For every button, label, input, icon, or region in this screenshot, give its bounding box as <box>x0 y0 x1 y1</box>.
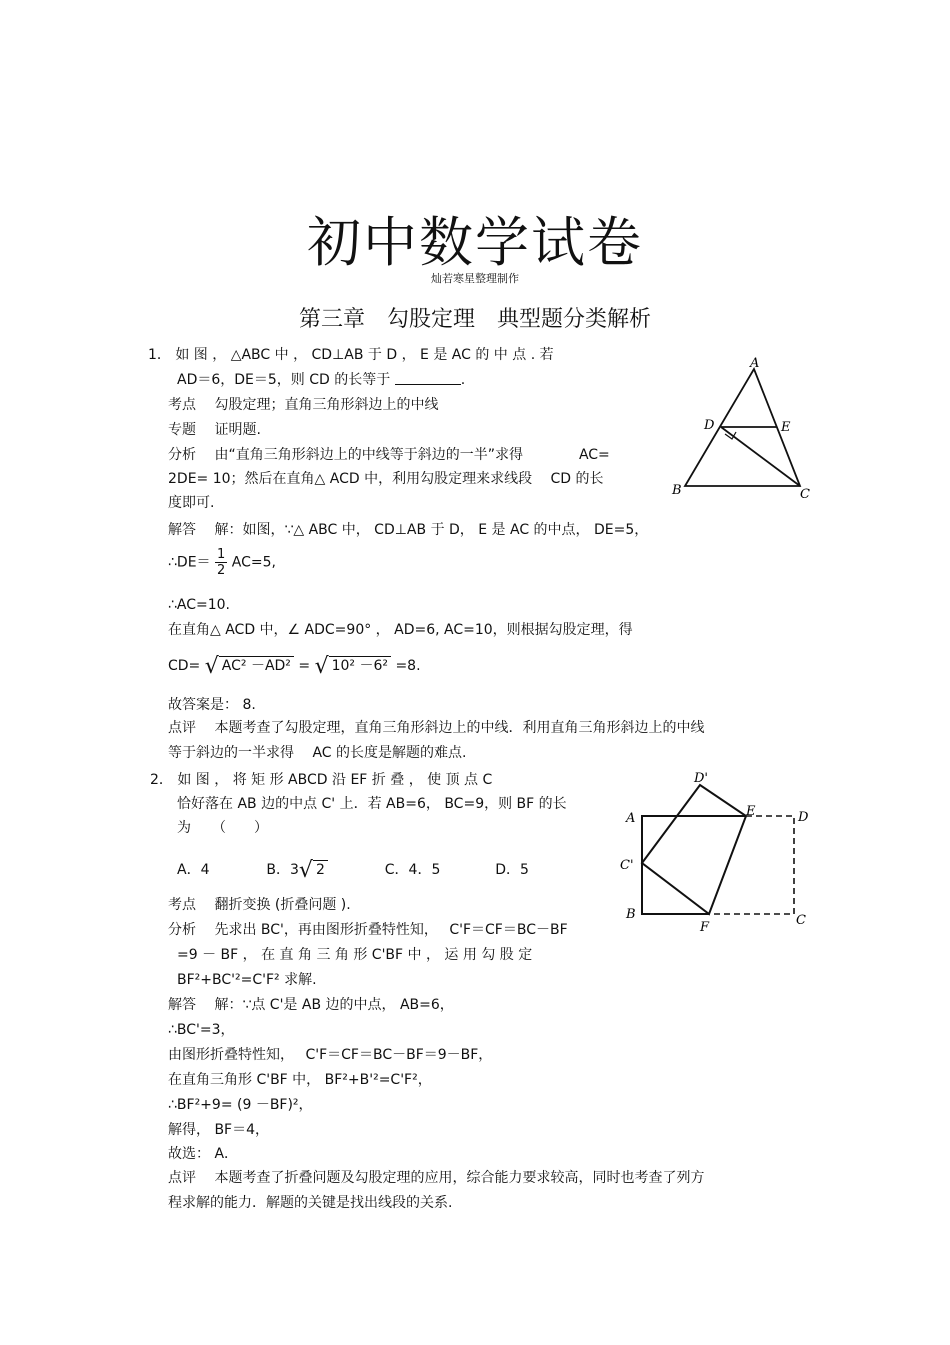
vertex-label-c-prime: C' <box>620 858 634 873</box>
original-position-dashed <box>709 816 794 914</box>
q1-jieda-pre: ∴DE＝ <box>168 554 211 571</box>
q1-fenxi-line3: 度即可. <box>168 495 215 511</box>
q1-fenxi-line1: 分析 由“直角三角形斜边上的中线等于斜边的一半”求得 AC= <box>168 447 610 463</box>
q1-stem-text: AD＝6，DE＝5，则 CD 的长等于 <box>177 372 391 388</box>
q2-stem-line2: 恰好落在 AB 边的中点 C' 上．若 AB=6， BC=9，则 BF 的长 <box>177 796 567 812</box>
q2-stem-line1: 2． 如 图 ， 将 矩 形 ABCD 沿 EF 折 叠 ， 使 顶 点 C <box>150 772 493 788</box>
option-b-coef: B．3 <box>266 862 299 878</box>
vertex-label-d: D <box>798 810 809 825</box>
document-subtitle: 灿若寒星整理制作 <box>431 272 519 285</box>
vertex-label-f: F <box>700 920 710 935</box>
vertex-label-e: E <box>781 420 791 435</box>
q1-stem-line1: 1． 如 图 ， △ABC 中 ， CD⊥AB 于 D ， E 是 AC 的 中 点 . 若 <box>148 347 554 363</box>
q1-kaodian: 考点 勾股定理；直角三角形斜边上的中线 <box>168 397 439 413</box>
q2-dianping-line1: 点评 本题考查了折叠问题及勾股定理的应用，综合能力要求较高，同时也考查了列方 <box>168 1170 705 1186</box>
q2-fenxi-line2: =9 － BF ， 在 直 角 三 角 形 C'BF 中 ， 运 用 勾 股 定 <box>177 947 533 963</box>
vertex-label-a: A <box>750 356 760 371</box>
q2-jieda-line1: 解答 解：∵点 C'是 AB 边的中点， AB=6， <box>168 997 454 1013</box>
fraction-numerator: 1 <box>217 547 226 562</box>
document-title: 初中数学试卷 <box>307 211 643 274</box>
q2-stem-line3: 为 （ ） <box>177 820 268 836</box>
vertex-label-a: A <box>626 811 636 826</box>
cd-label: CD= <box>168 658 201 674</box>
q2-fenxi-line3: BF²+BC'²=C'F² 求解. <box>177 972 317 988</box>
q1-zhuanti: 专题 证明题. <box>168 422 261 438</box>
rectangle-sides <box>642 816 746 914</box>
q1-jieda-line4: 在直角△ ACD 中，∠ ADC=90° ， AD=6, AC=10，则根据勾股定理，得 <box>168 622 633 638</box>
fraction-one-half <box>215 547 227 578</box>
q2-jieda-line7: 故选： A． <box>168 1146 239 1162</box>
q1-dianping-line1: 点评 本题考查了勾股定理，直角三角形斜边上的中线．利用直角三角形斜边上的中线 <box>168 720 705 736</box>
radicand-1: AC² －AD² <box>219 656 294 675</box>
vertex-label-b: B <box>626 907 636 922</box>
option-b <box>266 858 327 883</box>
triangle-figure <box>668 355 818 501</box>
fraction-denominator: 2 <box>217 563 226 578</box>
q1-stem-line2 <box>177 371 465 389</box>
vertex-label-c: C <box>800 487 810 501</box>
option-d: D．5 <box>495 862 529 878</box>
cd-result: =8. <box>395 658 421 674</box>
q1-jieda-post: AC=5, <box>231 554 276 571</box>
q2-kaodian: 考点 翻折变换 (折叠问题 ). <box>168 897 351 913</box>
q2-dianping-line2: 程求解的能力．解题的关键是找出线段的关系. <box>168 1195 453 1211</box>
q2-jieda-line6: 解得， BF＝4， <box>168 1122 270 1138</box>
vertex-label-c: C <box>796 913 806 928</box>
vertex-label-e: E <box>746 804 756 819</box>
sqrt-sign: √ <box>314 654 329 679</box>
answer-blank <box>395 372 461 385</box>
vertex-label-d: D <box>704 418 715 433</box>
sqrt-sign: √ <box>204 654 219 679</box>
chapter-heading: 第三章 勾股定理 典型题分类解析 <box>298 307 651 332</box>
option-a: A．4 <box>177 862 210 878</box>
radicand-2: 10² －6² <box>329 656 391 675</box>
q1-answer: 故答案是： 8. <box>168 697 256 713</box>
q1-cd-formula <box>168 654 421 679</box>
q2-jieda-line5: ∴BF²+9= (9 －BF)²， <box>168 1097 313 1113</box>
option-c: C．4．5 <box>384 862 441 878</box>
folded-quadrilateral <box>642 785 746 914</box>
q1-fenxi-line2: 2DE= 10；然后在直角△ ACD 中，利用勾股定理来求线段 CD 的长 <box>168 471 604 487</box>
q1-jieda-line3: ∴AC=10. <box>168 597 231 613</box>
q1-stem-end: . <box>460 372 466 388</box>
sqrt-sign: √ <box>298 858 313 883</box>
q1-jieda-line1: 解答 解：如图，∵△ ABC 中， CD⊥AB 于 D， E 是 AC 的中点， DE=5， <box>168 522 649 538</box>
vertex-label-b: B <box>672 483 682 498</box>
q2-jieda-line2: ∴BC'=3， <box>168 1022 235 1038</box>
q2-options <box>177 858 529 883</box>
option-b-radicand: 2 <box>313 860 328 879</box>
q1-dianping-line2: 等于斜边的一半求得 AC 的长度是解题的难点. <box>168 745 467 761</box>
q1-jieda-line2 <box>168 547 276 578</box>
q2-jieda-line3: 由图形折叠特性知， C'F＝CF＝BC－BF＝9－BF， <box>168 1047 493 1063</box>
q2-fenxi-line1: 分析 先求出 BC'，再由图形折叠特性知， C'F＝CF＝BC－BF <box>168 922 568 938</box>
q2-jieda-line4: 在直角三角形 C'BF 中， BF²+B'²=C'F²， <box>168 1072 432 1088</box>
vertex-label-d-prime: D' <box>694 771 708 786</box>
equals-sign: = <box>298 658 311 674</box>
folded-rectangle-figure <box>612 765 822 937</box>
